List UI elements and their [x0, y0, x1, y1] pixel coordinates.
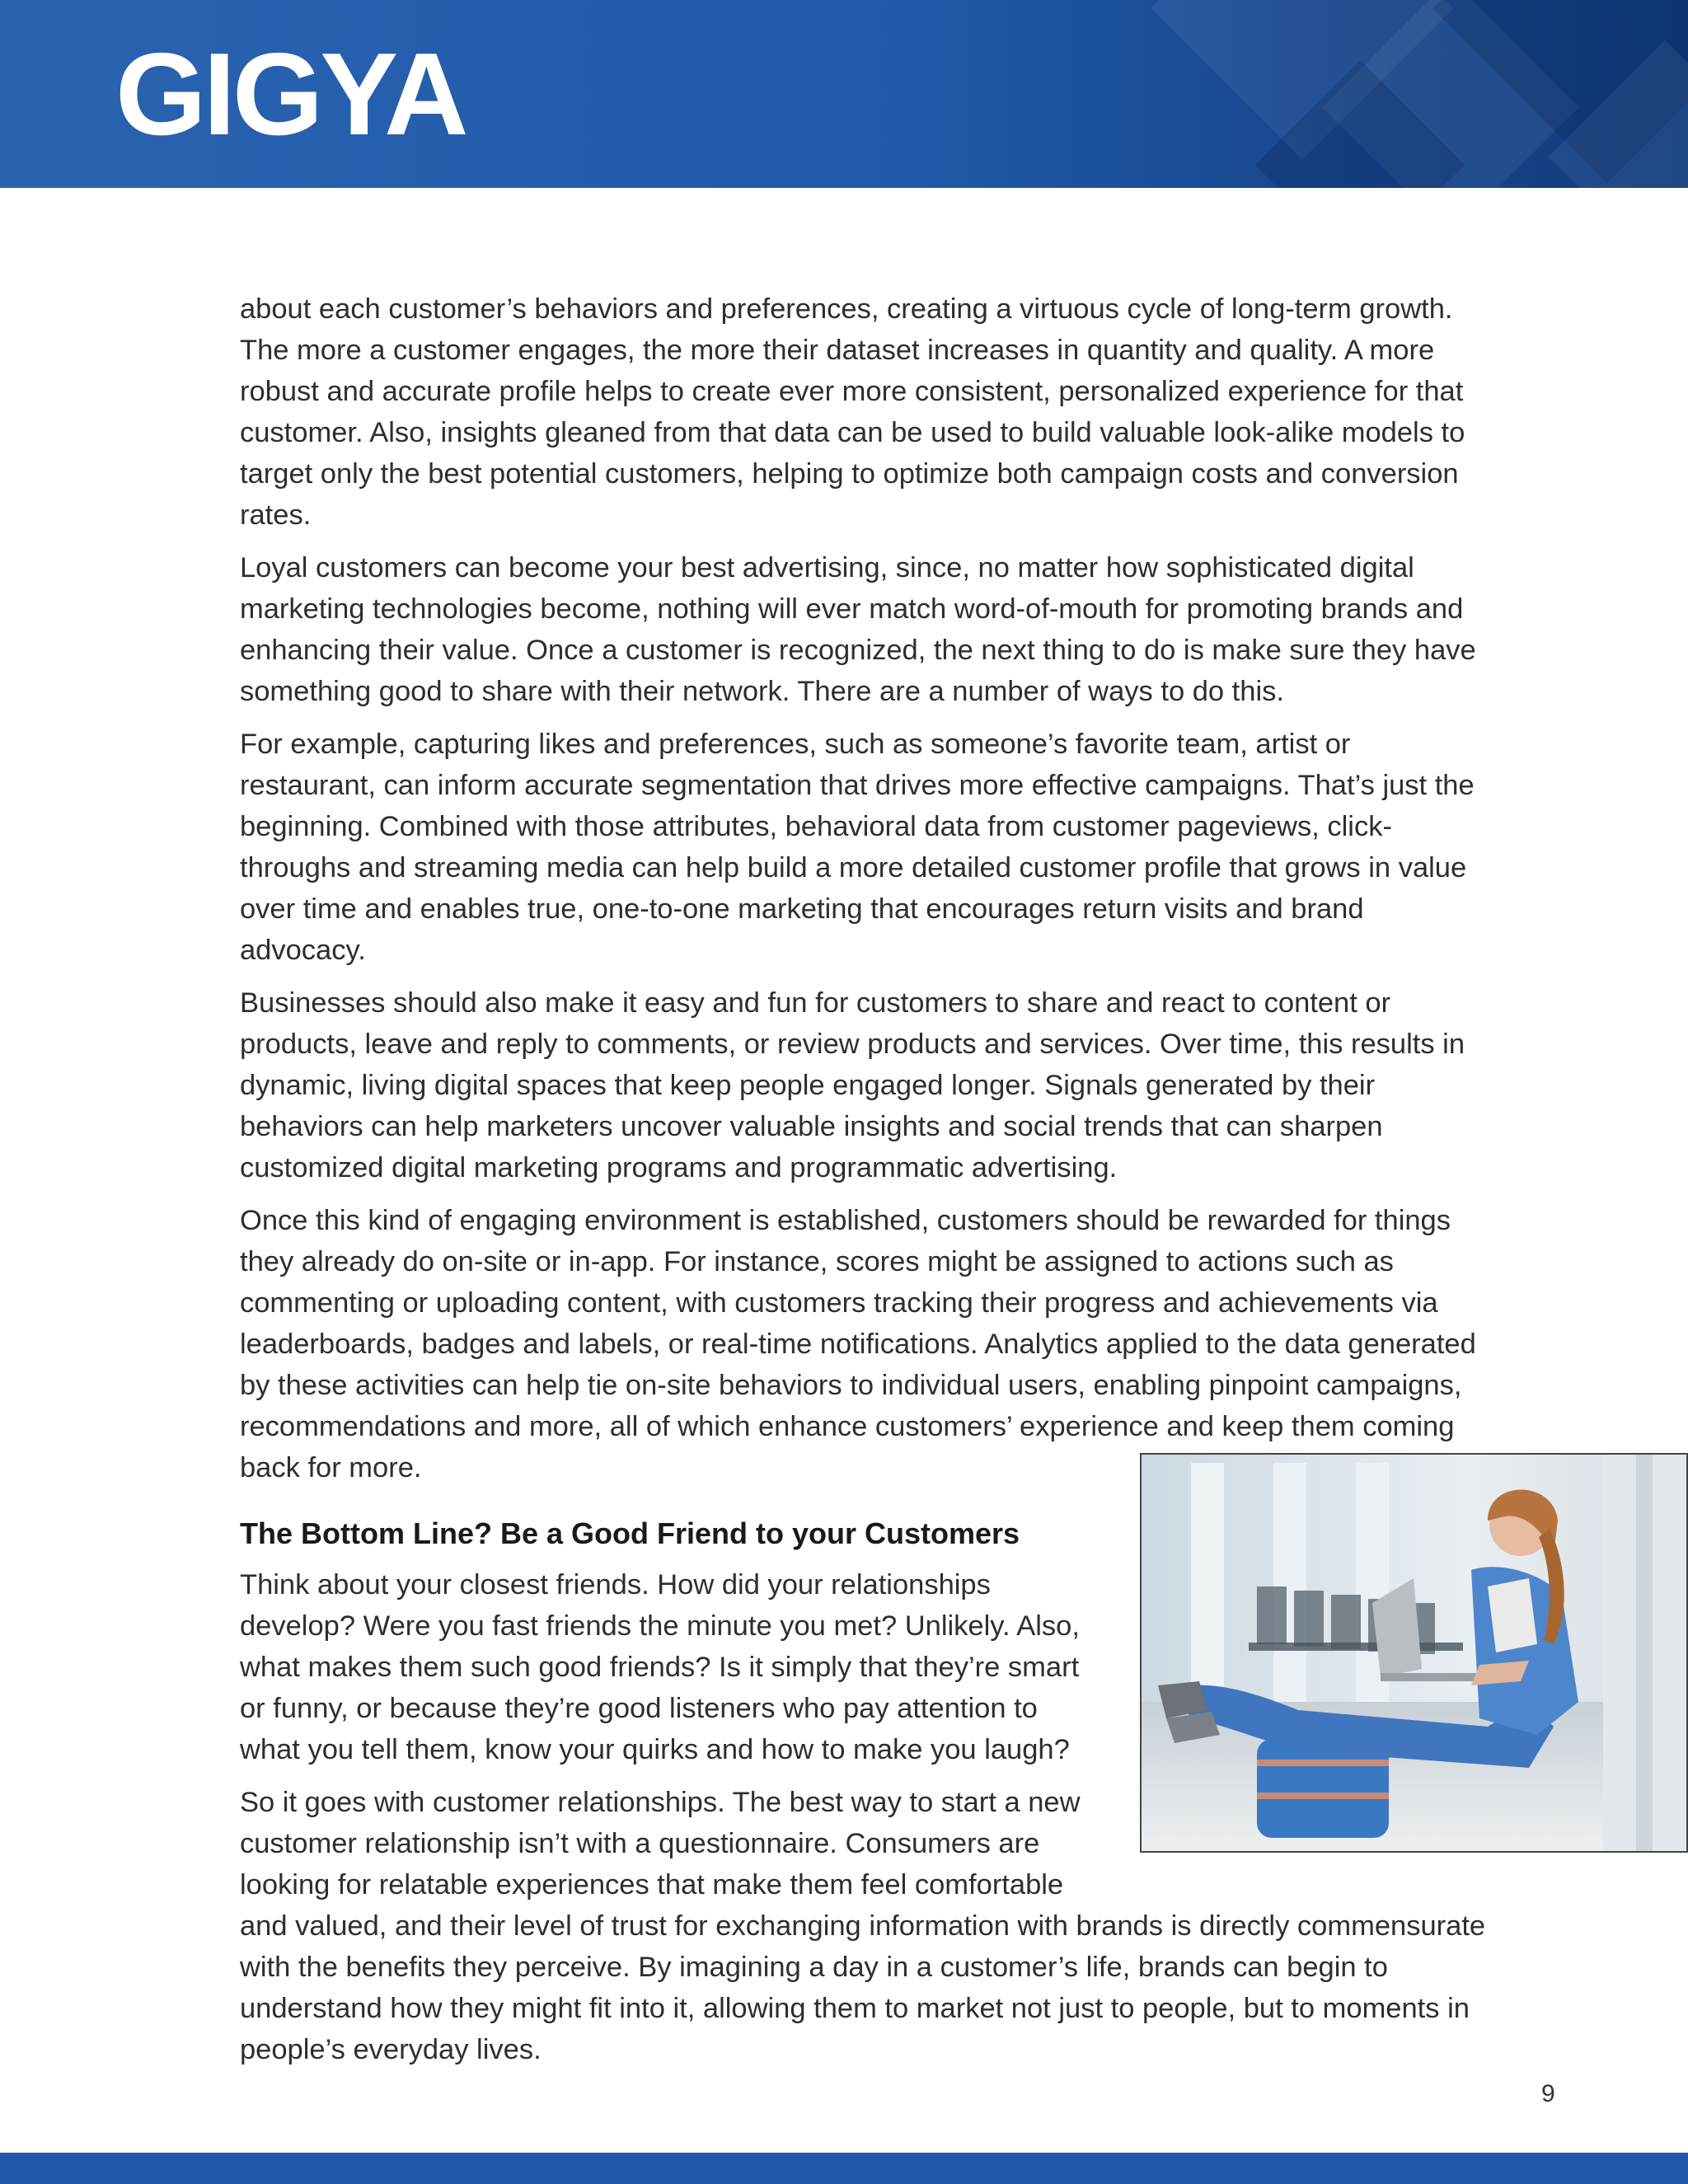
paragraph-4: Businesses should also make it easy and fun for customers to share and react to content or products, leave and reply to comments, or review products and services. Over time, this results in dynamic, living digital spaces that keep people engaged longer. Signals generated by their behaviors can help marketers uncover valuable insights and social trends that can sharpen customized digital marketing programs and programmatic advertising. — [240, 987, 1465, 1183]
page-number: 9 — [1541, 2080, 1555, 2107]
footer-bar — [0, 2153, 1688, 2184]
paragraph-2: Loyal customers can become your best advertising, since, no matter how sophisticated digital marketing technologies become, nothing will ever match word-of-mouth for promoting brands and enhancing their value. Once a customer is recognized, the next thing to do is make sure they have something good to share with their network. There are a number of ways to do this. — [240, 552, 1476, 707]
paragraph-1: about each customer’s behaviors and preferences, creating a virtuous cycle of long-term growth. The more a customer engages, the more their dataset increases in quantity and quality. A more robust and accurate profile helps to create ever more consistent, personalized experience for that customer. Also, insights gleaned from that data can be used to build valuable look-alike models to target only the best potential customers, helping to optimize both campaign costs and conversion rates. — [240, 293, 1465, 531]
photo-illustration — [1142, 1455, 1688, 1853]
section-heading: The Bottom Line? Be a Good Friend to your Customers — [240, 1516, 1020, 1550]
section-paragraph-1: Think about your closest friends. How did your relationships develop? Were you fast friends the minute you met? Unlikely. Also, what makes them such good friends? Is it simply that they’re smart or funny, or because they’re good listeners who pay attention to what you tell them, know your quirks and how to make you laugh? — [240, 1569, 1080, 1765]
paragraph-3: For example, capturing likes and preferences, such as someone’s favorite team, artist or restaurant, can inform accurate segmentation that drives more effective campaigns. That’s just the beginning. Combined with those attributes, behavioral data from customer pageviews, click-throughs and streaming media can help build a more detailed customer profile that grows in value over time and enables true, one-to-one marketing that encourages return visits and brand advocacy. — [240, 729, 1475, 966]
page-header-banner — [0, 0, 1688, 188]
woman-with-laptop-image — [1140, 1453, 1688, 1853]
section-paragraph-2: So it goes with customer relationships. The best way to start a new customer relationship isn’t with a questionnaire. Consumers are looking for relatable experiences that make them feel comfortable and valued, and their level of trust for exchanging information with brands is directly commensurate with the benefits they perceive. By imagining a day in a customer’s life, brands can begin to understand how they might fit into it, allowing them to market not just to people, but to moments in people’s everyday lives. — [240, 1782, 1493, 2070]
logo-text: GIGYA — [115, 29, 466, 160]
paragraph-5: Once this kind of engaging environment is established, customers should be rewarded for things they already do on-site or in-app. For instance, scores might be assigned to actions such as commenting or uploading content, with customers tracking their progress and achievements via leaderboards, badges and labels, or real-time notifications. Analytics applied to the data generated by these activities can help tie on-site behaviors to individual users, enabling pinpoint campaigns, recommendations and more, all of which enhance customers’ experience and keep them coming back for more. — [240, 1205, 1476, 1483]
gigya-logo — [115, 29, 466, 160]
